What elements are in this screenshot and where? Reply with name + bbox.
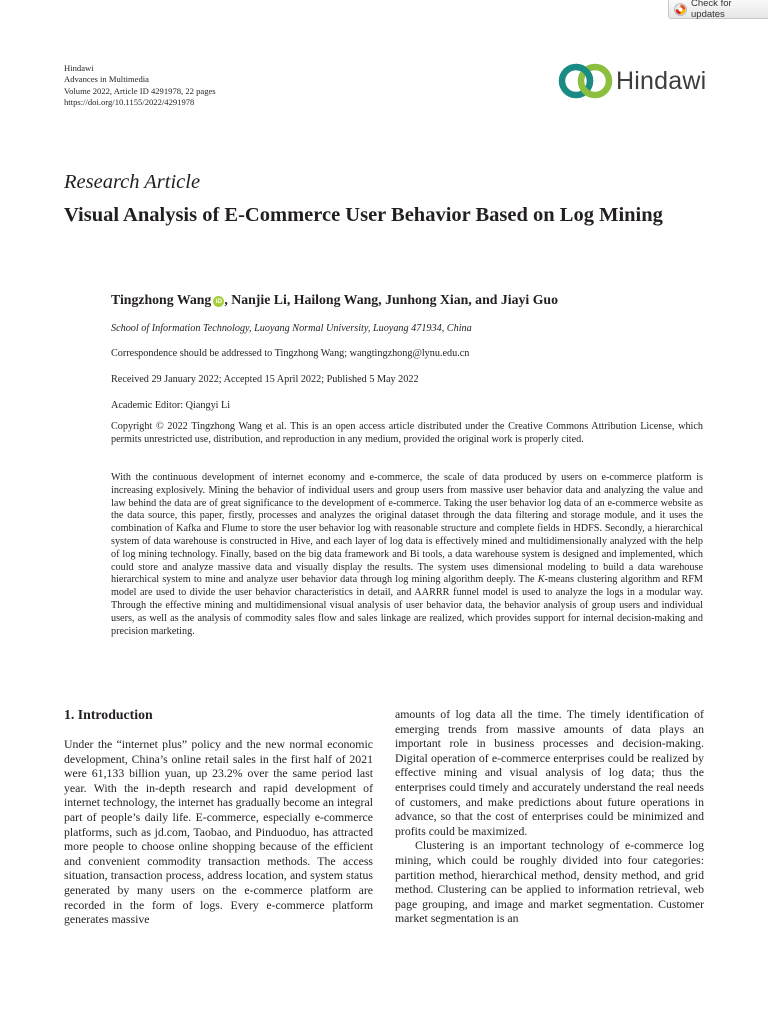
correspondence: Correspondence should be addressed to Tingzhong Wang; wangtingzhong@lynu.edu.cn: [111, 348, 470, 359]
hindawi-logo: [557, 62, 707, 100]
body-column-left: [64, 737, 373, 927]
intro-paragraph-1: Under the “internet plus” policy and the new normal economic development, China’s online retail sales in the first half of 2021 were 61,133 billion yuan, up 23.2% over the same period last year. With the in-depth research and rapid development of internet technology, the internet has gradually become an integral part of people’s daily life. E-commerce, especially e-commerce platforms, such as jd.com, Taobao, and Pinduoduo, has attracted more people to choose online shopping because of the efficient and convenient commodity transaction methods. The access situation, transaction process, address location, and system status generated by many users on the e-commerce platform are recorded in the form of logs. Every e-commerce platform generates massive: [64, 737, 373, 927]
article-title: Visual Analysis of E-Commerce User Behavior Based on Log Mining: [64, 204, 663, 226]
body-column-right: [395, 707, 704, 926]
check-updates-label: Check for updates: [691, 0, 732, 20]
author-rest: , Nanjie Li, Hailong Wang, Junhong Xian, and Jiayi Guo: [224, 292, 558, 307]
author-first[interactable]: Tingzhong Wang: [111, 292, 212, 307]
logo-wordmark: Hindawi: [616, 66, 707, 95]
publisher-name: Hindawi: [64, 63, 94, 73]
check-updates-icon: [674, 3, 687, 16]
hindawi-logo-icon: [557, 62, 615, 100]
check-for-updates-button[interactable]: [668, 0, 768, 19]
journal-header: [64, 63, 216, 109]
abstract-k-italic: K: [537, 574, 545, 586]
section-heading-introduction: 1. Introduction: [64, 707, 153, 722]
abstract: [111, 472, 703, 638]
publication-dates: Received 29 January 2022; Accepted 15 April 2022; Published 5 May 2022: [111, 374, 419, 385]
copyright-notice: Copyright © 2022 Tingzhong Wang et al. This is an open access article distributed under the Creative Commons Attribution License, which permits unrestricted use, distribution, and reproduction in any medium, provided the original work is properly cited.: [111, 421, 703, 445]
affiliation: School of Information Technology, Luoyang Normal University, Luoyang 471934, China: [111, 323, 472, 334]
doi-link[interactable]: https://doi.org/10.1155/2022/4291978: [64, 97, 195, 108]
academic-editor: Academic Editor: Qiangyi Li: [111, 400, 231, 411]
intro-paragraph-3: Clustering is an important technology of e-commerce log mining, which could be roughly divided into four categories: partition method, hierarchical method, density method, and grid method. Clustering can be applied to information retrieval, web page grouping, and image and market segmentation. Customer market segmentation is an: [395, 838, 704, 926]
journal-name: Advances in Multimedia: [64, 74, 149, 85]
abstract-text-2: -means clustering algorithm and RFM model are used to divide the user behavior characteristics in detail, and AARRR funnel model is used to analyze the logs in a modular way. Through the effective mining and multidimensional visual analysis of user behavior data, the behavior analysis of group users and individual users, as well as the analysis of commodity sales flow and sales linkage are realized, which provides support for internal decision-making and precision marketing.: [111, 574, 703, 637]
article-type: Research Article: [64, 171, 201, 193]
abstract-text-1: With the continuous development of internet economy and e-commerce, the scale of data produced by users on e-commerce platform is increasing explosively. Mining the behavior of individual users and group users from massive user behavior data and analyzing the value and law behind the data are of great significance to the development of e-commerce. Taking the user behavior log data of an e-commerce website as the data source, this paper, firstly, processes and analyzes the original dataset through the data filtering and storage module, and it uses the combination of Kafka and Flume to store the user behavior log with reasonable structure and complete fields in HDFS. Secondly, a hierarchical system of data warehouse is constructed in Hive, and each layer of log data is effectively mined and multidimensionally analyzed with the help of log mining technology. Finally, based on the big data framework and Bi tools, a data warehouse system is designed and implemented, which could store and analyze massive data and visually display the results. The system uses dimensional modeling to build a data warehouse hierarchical system to mine and analyze user behavior data through log mining algorithm deeply. The: [111, 472, 703, 586]
volume-info: Volume 2022, Article ID 4291978, 22 pages: [64, 85, 216, 96]
author-list: [111, 292, 558, 308]
intro-paragraph-2: amounts of log data all the time. The timely identification of emerging trends from massive amounts of data plays an important role in business processes and decision-making. Digital operation of e-commerce enterprises could be realized by effective mining and visual analysis of log data; thus the enterprises could timely and accurately understand the real needs of customers, and make predictions about future operations in advance, so that the cost of enterprises could be minimized and profits could be maximized.: [395, 707, 704, 838]
orcid-icon[interactable]: iD: [213, 296, 224, 307]
